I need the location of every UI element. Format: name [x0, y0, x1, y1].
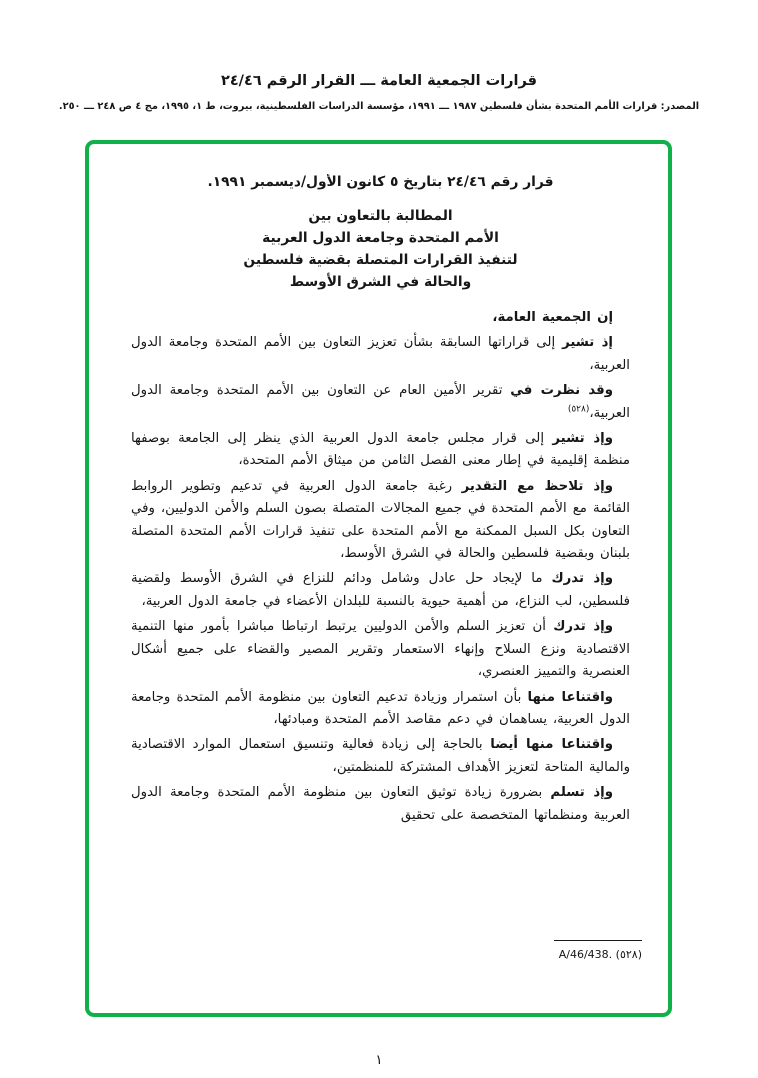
footnote-divider [554, 940, 642, 941]
resolution-title: قرار رقم ٢٤/٤٦ بتاريخ ٥ كانون الأول/ديسمبر ١٩٩١. [207, 174, 554, 190]
paragraph-text: إلى قراراتها السابقة بشأن تعزيز التعاون بين الأمم المتحدة وجامعة الدول العربية، [131, 335, 630, 373]
paragraph-lead: إذ تشير [562, 335, 613, 351]
paragraph-lead: واقتناعا منها أيضا [490, 737, 613, 753]
footnote-document-symbol: A/46/438. [558, 948, 613, 961]
resolution-subject [131, 205, 630, 293]
source-citation: المصدر: قرارات الأمم المتحدة بشأن فلسطين ١٩٨٧ ـــ ١٩٩١، مؤسسة الدراسات الفلسطينية، بيروت، ط ١، ١٩٩٥، مج ٤ ص ٢٤٨ ـــ ٢٥٠. [58, 101, 700, 112]
paragraph-lead: واقتناعا منها [527, 689, 613, 705]
footnote [554, 940, 642, 961]
paragraph-text: إلى قرار مجلس جامعة الدول العربية الذي ينظر إلى الجامعة بوصفها منظمة إقليمية في إطار معنى الفصل الثامن من ميثاق الأمم المتحدة، [131, 431, 630, 469]
paragraph-lead: وإذ تسلم [550, 785, 613, 801]
footnote-ref-marker: (٥٢٨) [567, 404, 590, 415]
preamble-paragraph [131, 568, 630, 613]
paragraph-text: أن تعزيز السلم والأمن الدوليين يرتبط ارتباطا مباشرا بأمور منها التنمية الاقتصادية ونزع السلاح وإنهاء الاستعمار وتقرير المصير والقضاء على جميع أشكال العنصرية والتمييز العنصري، [131, 619, 630, 680]
paragraph-lead: وإذ تشير [552, 431, 613, 447]
preamble-paragraph [131, 782, 630, 827]
preamble-paragraph [131, 616, 630, 683]
preamble-paragraph [131, 380, 630, 425]
paragraph-text: بالحاجة إلى زيادة فعالية وتنسيق استعمال الموارد الاقتصادية والمالية المتاحة لتعزيز الأهداف المشتركة للمنظمتين، [131, 737, 630, 775]
subject-line: لتنفيذ القرارات المتصلة بقضية فلسطين [243, 252, 518, 268]
paragraph-lead: إن الجمعية العامة، [492, 310, 613, 325]
subject-line: المطالبة بالتعاون بين [308, 208, 453, 224]
preamble-paragraph [131, 332, 630, 377]
preamble-opening [131, 307, 630, 329]
paragraph-text: ما لإيجاد حل عادل وشامل ودائم للنزاع في الشرق الأوسط ولقضية فلسطين، لب النزاع، من أهمية حيوية بالنسبة للبلدان الأعضاء في جامعة الدول العربية، [131, 571, 630, 609]
preamble-paragraph [131, 476, 630, 566]
paragraph-lead: وقد نظرت في [510, 383, 613, 399]
paragraph-lead: وإذ تدرك [551, 571, 613, 587]
page-title: قرارات الجمعية العامة ـــ القرار الرقم ٢٤/٤٦ [220, 73, 538, 89]
subject-line: والحالة في الشرق الأوسط [289, 274, 472, 290]
paragraph-lead: وإذ تلاحظ مع التقدير [461, 478, 613, 494]
preamble-paragraph [131, 428, 630, 473]
paragraph-text: رغبة جامعة الدول العربية في تدعيم وتطوير الروابط القائمة مع الأمم المتحدة في جميع المجالات المتصلة بصون السلم والأمن الدوليين، وفي التعاون بكل السبل الممكنة مع الأمم المتحدة على تنفيذ قرارات الأمم المتحدة المتصلة بلبنان وبقضية فلسطين والحالة في الشرق الأوسط، [131, 478, 630, 562]
paragraph-text: تقرير الأمين العام عن التعاون بين الأمم المتحدة وجامعة الدول العربية، [131, 383, 630, 421]
document-frame [85, 140, 672, 1017]
paragraph-lead: وإذ تدرك [553, 619, 614, 635]
paragraph-text: بأن استمرار وزيادة تدعيم التعاون بين منظومة الأمم المتحدة وجامعة الدول العربية، يساهمان في دعم مقاصد الأمم المتحدة ومبادئها، [131, 689, 630, 727]
page-number: ١ [375, 1052, 383, 1068]
resolution-body [131, 174, 630, 921]
preamble-paragraph [131, 734, 630, 779]
subject-line: الأمم المتحدة وجامعة الدول العربية [262, 230, 499, 246]
preamble-paragraph [131, 687, 630, 732]
footnote-number: (٥٢٨) [615, 948, 642, 961]
paragraph-text: بضرورة زيادة توثيق التعاون بين منظومة الأمم المتحدة وجامعة الدول العربية ومنظماتها المتخصصة على تحقيق [131, 785, 630, 823]
footnote-text [554, 948, 642, 961]
